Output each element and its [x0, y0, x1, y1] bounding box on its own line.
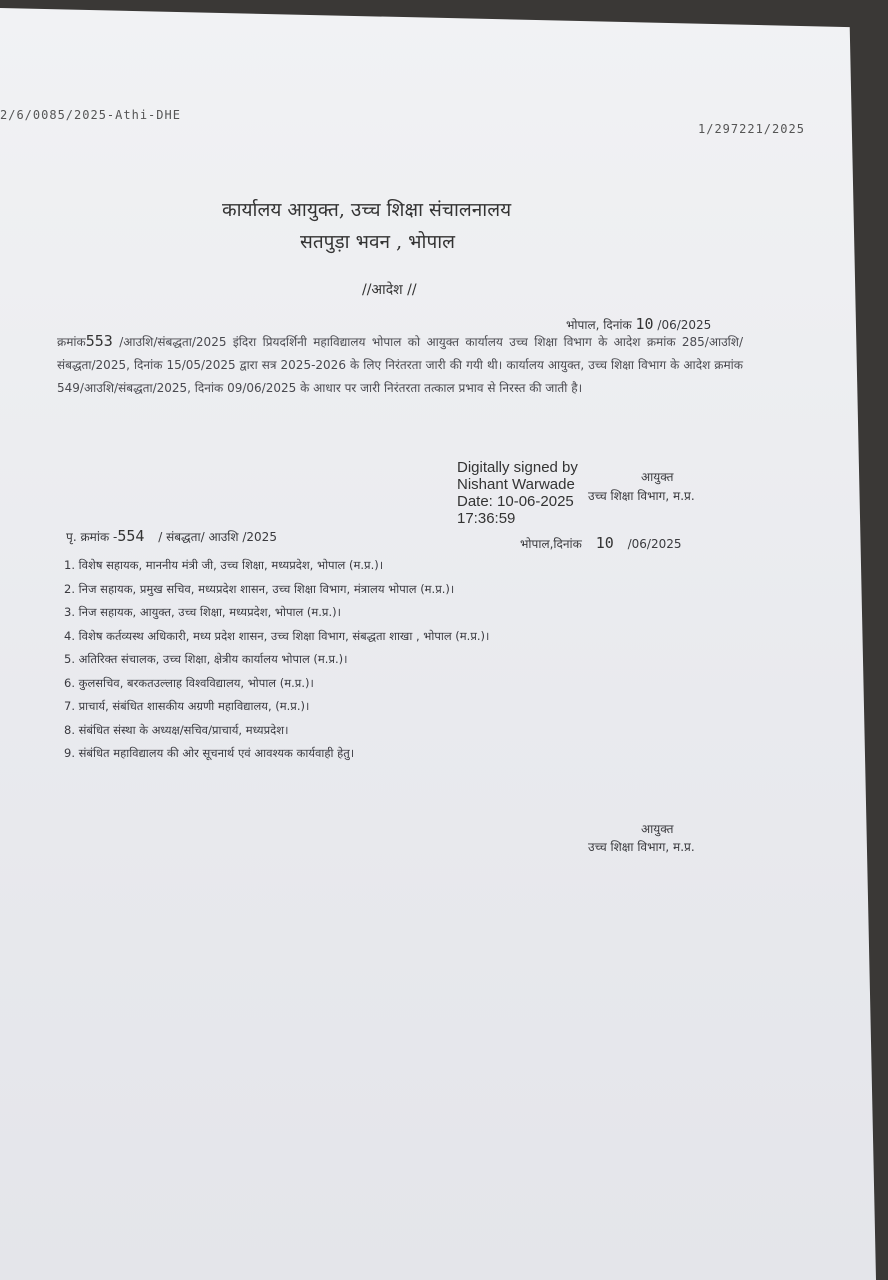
- digital-signature-block: [457, 459, 578, 527]
- distribution-item: 1. विशेष सहायक, माननीय मंत्री जी, उच्च शिक्षा, मध्यप्रदेश, भोपाल (म.प्र.)।: [64, 558, 384, 572]
- place-date-label: भोपाल, दिनांक: [566, 318, 632, 332]
- order-body-text: /आउशि/संबद्धता/2025 इंदिरा प्रियदर्शिनी महाविद्यालय भोपाल को आयुक्त कार्यालय उच्च शिक्षा विभाग के आदेश क्रमांक 285/आउशि/संबद्धता/2025, दिनांक 15/05/2025 द्वारा सत्र 2025-2026 के लिए निरंतरता जारी की गयी थी। कार्यालय आयुक्त, उच्च शिक्षा विभाग के आदेश क्रमांक 549/आउशि/संबद्धता/2025, दिनांक 09/06/2025 के आधार पर जारी निरंतरता तत्काल प्रभाव से निरस्त की जाती है।: [57, 335, 743, 395]
- endorsement-place-date: [520, 534, 682, 552]
- distribution-item: 3. निज सहायक, आयुक्त, उच्च शिक्षा, मध्यप्रदेश, भोपाल (म.प्र.)।: [64, 605, 341, 619]
- endorsement-line: [66, 527, 277, 545]
- reference-number-left: 2/6/0085/2025-Athi-DHE: [0, 108, 181, 122]
- footer-signatory-department: उच्च शिक्षा विभाग, म.प्र.: [588, 840, 695, 854]
- digital-signature-line1: Digitally signed by: [457, 459, 578, 476]
- distribution-item: 4. विशेष कर्तव्यस्थ अधिकारी, मध्य प्रदेश शासन, उच्च शिक्षा विभाग, संबद्धता शाखा , भोपाल (म.प्र.)।: [64, 628, 490, 643]
- handwritten-order-number: 553: [85, 332, 113, 350]
- office-heading: कार्यालय आयुक्त, उच्च शिक्षा संचालनालय: [222, 199, 512, 221]
- signatory-department: उच्च शिक्षा विभाग, म.प्र.: [588, 489, 695, 503]
- distribution-item: 6. कुलसचिव, बरकतउल्लाह विश्वविद्यालय, भोपाल (म.प्र.)।: [64, 675, 314, 690]
- reference-number-right: 1/297221/2025: [698, 122, 805, 136]
- date-month-year: /06/2025: [657, 318, 712, 332]
- endorsement-label: पृ. क्रमांक -: [66, 530, 118, 544]
- endorsement-place-date-label: भोपाल,दिनांक: [520, 537, 582, 551]
- order-body: [57, 330, 743, 400]
- distribution-item: 9. संबंधित महाविद्यालय की ओर सूचनार्थ एवं आवश्यक कार्यवाही हेतु।: [64, 746, 355, 760]
- distribution-item: 8. संबंधित संस्था के अध्यक्ष/सचिव/प्राचार्य, मध्यप्रदेश।: [64, 722, 289, 737]
- order-title: //आदेश //: [362, 282, 417, 298]
- order-number-label: क्रमांक: [57, 335, 86, 349]
- distribution-item: 7. प्राचार्य, संबंधित शासकीय अग्रणी महाविद्यालय, (म.प्र.)।: [64, 699, 310, 713]
- distribution-item: 2. निज सहायक, प्रमुख सचिव, मध्यप्रदेश शासन, उच्च शिक्षा विभाग, मंत्रालय भोपाल (म.प्र.)।: [64, 581, 455, 596]
- handwritten-endorsement-number: 554: [117, 527, 145, 545]
- endorsement-date-month-year: /06/2025: [627, 537, 682, 551]
- distribution-list: [64, 554, 489, 766]
- endorsement-suffix: / संबद्धता/ आउशि /2025: [158, 530, 277, 544]
- handwritten-day: 10: [635, 315, 654, 333]
- handwritten-endorsement-day: 10: [595, 534, 614, 552]
- digital-signature-date: Date: 10-06-2025: [457, 493, 574, 510]
- footer-signatory-title: आयुक्त: [641, 822, 674, 836]
- distribution-item: 5. अतिरिक्त संचालक, उच्च शिक्षा, क्षेत्रीय कार्यालय भोपाल (म.प्र.)।: [64, 652, 348, 666]
- signatory-title: आयुक्त: [641, 470, 674, 484]
- digital-signature-signer: Nishant Warwade: [457, 476, 575, 493]
- digital-signature-time: 17:36:59: [457, 510, 516, 527]
- office-address: सतपुड़ा भवन , भोपाल: [300, 231, 456, 253]
